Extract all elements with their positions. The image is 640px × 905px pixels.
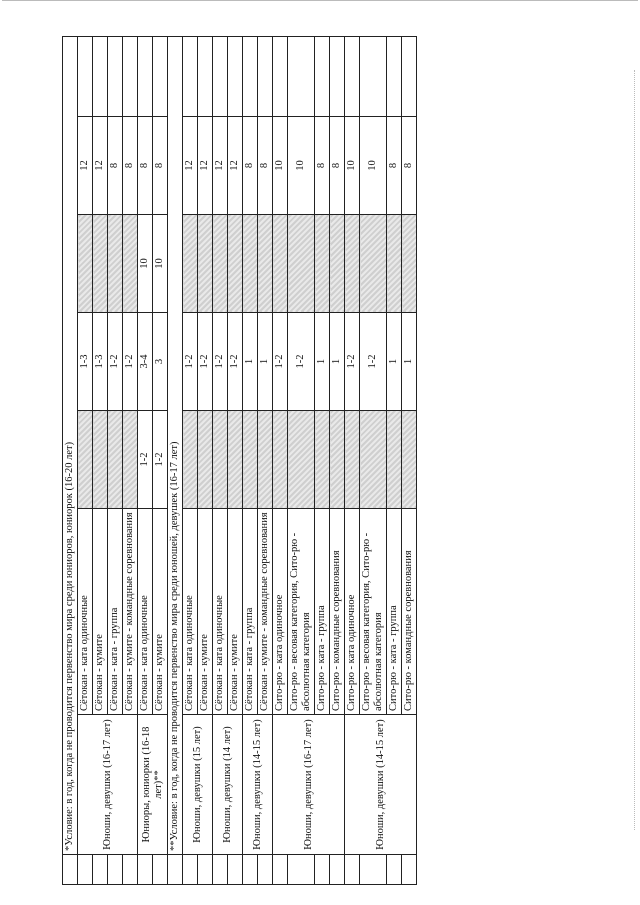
- age-group-cell: Юноши, девушки (15 лет): [183, 715, 213, 855]
- blank-left-cell: [63, 855, 78, 885]
- age-group-cell: Юноши, девушки (16-17 лет): [273, 715, 345, 855]
- blank-right-cell: [138, 36, 153, 116]
- table-row: [243, 36, 258, 884]
- discipline-cell: Сётокан - кумите - командные соревнования: [123, 509, 138, 715]
- blank-right-cell: [198, 36, 213, 116]
- discipline-cell: Сито-рю - ката одиночное: [273, 509, 288, 715]
- blank-right-cell: [93, 36, 108, 116]
- blank-left-cell: [138, 855, 153, 885]
- blank-left-cell: [123, 855, 138, 885]
- value-cell-col-c: [108, 215, 123, 313]
- discipline-cell: Сито-рю - ката - группа: [387, 509, 402, 715]
- blank-right-cell: [273, 36, 288, 116]
- blank-right-cell: [387, 36, 402, 116]
- value-cell-col-d: 8: [330, 117, 345, 215]
- table-row: [78, 36, 93, 884]
- value-cell-col-c: [228, 215, 243, 313]
- discipline-cell: Сито-рю - весовая категория, Сито-рю - абсолютная категория: [288, 509, 315, 715]
- rotated-table-wrapper: [62, 37, 589, 885]
- table-row: [345, 36, 360, 884]
- value-cell-col-d: 8: [108, 117, 123, 215]
- blank-left-cell: [213, 855, 228, 885]
- blank-left-cell: [315, 855, 330, 885]
- value-cell-col-c: [273, 215, 288, 313]
- value-cell-col-c: 10: [153, 215, 168, 313]
- blank-right-cell: [288, 36, 315, 116]
- value-cell-col-d: 8: [138, 117, 153, 215]
- value-cell-col-d: 12: [93, 117, 108, 215]
- blank-right-cell: [228, 36, 243, 116]
- value-cell-col-c: [360, 215, 387, 313]
- table-row: [183, 36, 198, 884]
- value-cell-col-a: 1-2: [153, 411, 168, 509]
- value-cell-col-a: [228, 411, 243, 509]
- value-cell-col-b: 1-3: [93, 313, 108, 411]
- condition-note: *Условие: в год, когда не проводится первенство мира среди юниоров, юниорок (16-20 лет): [63, 36, 78, 854]
- discipline-cell: Сётокан - ката одиночные: [213, 509, 228, 715]
- value-cell-col-a: [93, 411, 108, 509]
- value-cell-col-b: 1-2: [345, 313, 360, 411]
- value-cell-col-d: 10: [273, 117, 288, 215]
- value-cell-col-d: 12: [228, 117, 243, 215]
- blank-right-cell: [108, 36, 123, 116]
- value-cell-col-b: 1-2: [213, 313, 228, 411]
- value-cell-col-b: 3-4: [138, 313, 153, 411]
- value-cell-col-d: 8: [402, 117, 417, 215]
- discipline-cell: Сётокан - ката одиночные: [183, 509, 198, 715]
- blank-right-cell: [78, 36, 93, 116]
- blank-right-cell: [345, 36, 360, 116]
- blank-left-cell: [330, 855, 345, 885]
- value-cell-col-b: 3: [153, 313, 168, 411]
- discipline-cell: Сётокан - ката одиночные: [78, 509, 93, 715]
- table-row: [213, 36, 228, 884]
- value-cell-col-b: 1-2: [228, 313, 243, 411]
- value-cell-col-d: 10: [288, 117, 315, 215]
- value-cell-col-b: 1-2: [108, 313, 123, 411]
- blank-left-cell: [243, 855, 258, 885]
- table-body: [63, 36, 417, 884]
- age-group-cell: Юниоры, юниорки (16-18 лет)**: [138, 715, 168, 855]
- value-cell-col-b: 1-2: [123, 313, 138, 411]
- blank-left-cell: [108, 855, 123, 885]
- blank-right-cell: [258, 36, 273, 116]
- value-cell-col-b: 1-2: [360, 313, 387, 411]
- discipline-cell: Сито-рю - командные соревнования: [330, 509, 345, 715]
- value-cell-col-a: [315, 411, 330, 509]
- blank-left-cell: [273, 855, 288, 885]
- blank-right-cell: [402, 36, 417, 116]
- value-cell-col-a: [360, 411, 387, 509]
- value-cell-col-b: 1: [258, 313, 273, 411]
- discipline-cell: Сётокан - ката одиночные: [138, 509, 153, 715]
- blank-left-cell: [168, 855, 183, 885]
- value-cell-col-a: [78, 411, 93, 509]
- right-edge-dots: [634, 70, 636, 830]
- value-cell-col-a: [243, 411, 258, 509]
- value-cell-col-a: [387, 411, 402, 509]
- value-cell-col-a: [123, 411, 138, 509]
- discipline-cell: Сито-рю - весовая категория, Сито-рю - абсолютная категория: [360, 509, 387, 715]
- value-cell-col-c: [93, 215, 108, 313]
- value-cell-col-d: 8: [243, 117, 258, 215]
- value-cell-col-a: [402, 411, 417, 509]
- value-cell-col-a: [183, 411, 198, 509]
- top-edge-line: [2, 0, 638, 1]
- value-cell-col-d: 10: [345, 117, 360, 215]
- note-row: [168, 36, 183, 884]
- discipline-cell: Сито-рю - ката - группа: [315, 509, 330, 715]
- condition-note: **Условие: в год, когда не проводится первенство мира среди юношей, девушек (16-17 лет): [168, 36, 183, 854]
- value-cell-col-d: 12: [183, 117, 198, 215]
- blank-left-cell: [258, 855, 273, 885]
- discipline-cell: Сётокан - кумите: [93, 509, 108, 715]
- discipline-cell: Сётокан - кумите: [228, 509, 243, 715]
- note-row: [63, 36, 78, 884]
- discipline-cell: Сито-рю - ката одиночное: [345, 509, 360, 715]
- value-cell-col-c: [183, 215, 198, 313]
- value-cell-col-b: 1-2: [198, 313, 213, 411]
- blank-left-cell: [198, 855, 213, 885]
- value-cell-col-d: 8: [153, 117, 168, 215]
- value-cell-col-a: 1-2: [138, 411, 153, 509]
- blank-right-cell: [330, 36, 345, 116]
- value-cell-col-c: [213, 215, 228, 313]
- value-cell-col-c: [402, 215, 417, 313]
- blank-left-cell: [228, 855, 243, 885]
- value-cell-col-b: 1-2: [273, 313, 288, 411]
- value-cell-col-d: 10: [360, 117, 387, 215]
- blank-left-cell: [93, 855, 108, 885]
- value-cell-col-a: [345, 411, 360, 509]
- discipline-cell: Сётокан - кумите: [198, 509, 213, 715]
- value-cell-col-c: [123, 215, 138, 313]
- value-cell-col-d: 12: [78, 117, 93, 215]
- value-cell-col-b: 1-3: [78, 313, 93, 411]
- value-cell-col-b: 1: [330, 313, 345, 411]
- blank-right-cell: [183, 36, 198, 116]
- blank-right-cell: [123, 36, 138, 116]
- discipline-cell: Сётокан - ката - группа: [243, 509, 258, 715]
- value-cell-col-c: [258, 215, 273, 313]
- value-cell-col-b: 1: [402, 313, 417, 411]
- discipline-cell: Сито-рю - командные соревнования: [402, 509, 417, 715]
- value-cell-col-d: 12: [198, 117, 213, 215]
- value-cell-col-a: [213, 411, 228, 509]
- discipline-cell: Сётокан - ката - группа: [108, 509, 123, 715]
- value-cell-col-a: [330, 411, 345, 509]
- age-group-cell: Юноши, девушки (14-15 лет): [243, 715, 273, 855]
- discipline-cell: Сётокан - кумите: [153, 509, 168, 715]
- blank-left-cell: [360, 855, 387, 885]
- value-cell-col-b: 1: [387, 313, 402, 411]
- table-row: [273, 36, 288, 884]
- value-cell-col-d: 12: [213, 117, 228, 215]
- blank-right-cell: [243, 36, 258, 116]
- value-cell-col-c: 10: [138, 215, 153, 313]
- value-cell-col-b: 1: [243, 313, 258, 411]
- blank-left-cell: [288, 855, 315, 885]
- value-cell-col-d: 8: [387, 117, 402, 215]
- value-cell-col-d: 8: [315, 117, 330, 215]
- value-cell-col-c: [198, 215, 213, 313]
- value-cell-col-a: [198, 411, 213, 509]
- age-group-cell: Юноши, девушки (14-15 лет): [345, 715, 417, 855]
- blank-right-cell: [315, 36, 330, 116]
- value-cell-col-a: [288, 411, 315, 509]
- value-cell-col-a: [108, 411, 123, 509]
- age-group-cell: Юноши, девушки (14 лет): [213, 715, 243, 855]
- table-row: [138, 36, 153, 884]
- value-cell-col-a: [273, 411, 288, 509]
- value-cell-col-c: [288, 215, 315, 313]
- value-cell-col-c: [345, 215, 360, 313]
- blank-left-cell: [78, 855, 93, 885]
- blank-left-cell: [153, 855, 168, 885]
- value-cell-col-b: 1-2: [288, 313, 315, 411]
- blank-left-cell: [345, 855, 360, 885]
- blank-left-cell: [183, 855, 198, 885]
- value-cell-col-d: 8: [258, 117, 273, 215]
- age-group-cell: Юноши, девушки (16-17 лет): [78, 715, 138, 855]
- value-cell-col-c: [315, 215, 330, 313]
- value-cell-col-c: [387, 215, 402, 313]
- value-cell-col-b: 1: [315, 313, 330, 411]
- value-cell-col-d: 8: [123, 117, 138, 215]
- value-cell-col-c: [78, 215, 93, 313]
- blank-right-cell: [213, 36, 228, 116]
- blank-left-cell: [387, 855, 402, 885]
- blank-left-cell: [402, 855, 417, 885]
- blank-right-cell: [153, 36, 168, 116]
- value-cell-col-c: [243, 215, 258, 313]
- value-cell-col-c: [330, 215, 345, 313]
- blank-right-cell: [360, 36, 387, 116]
- value-cell-col-b: 1-2: [183, 313, 198, 411]
- value-cell-col-a: [258, 411, 273, 509]
- qualification-table: [62, 36, 417, 885]
- discipline-cell: Сётокан - кумите - командные соревнования: [258, 509, 273, 715]
